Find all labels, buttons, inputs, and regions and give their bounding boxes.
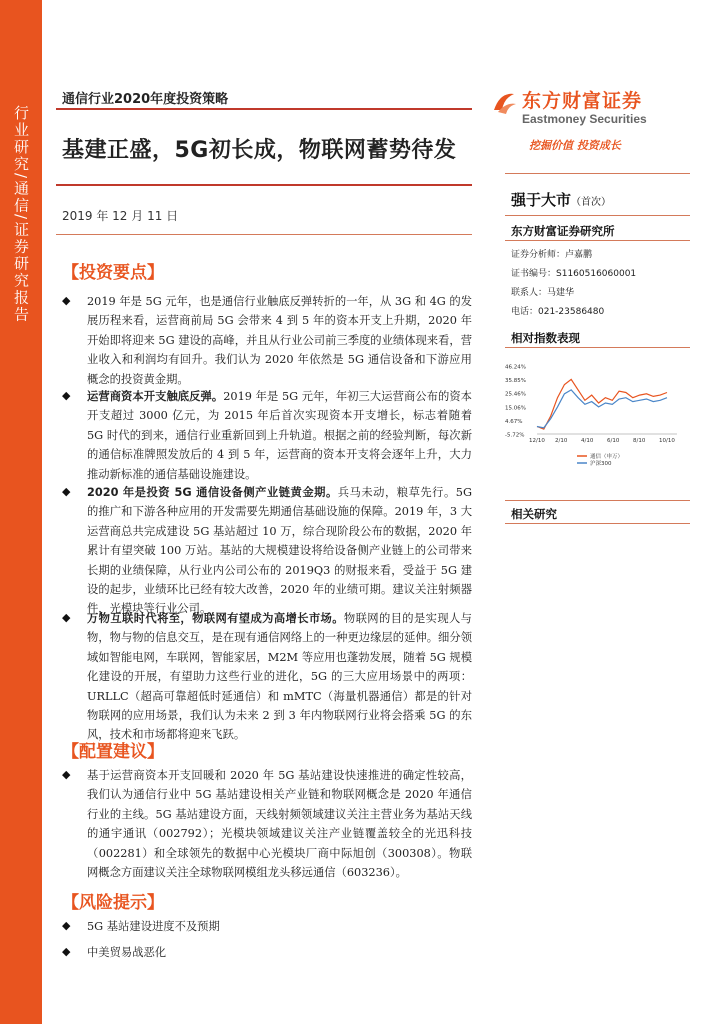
brand-name-en: Eastmoney Securities (522, 112, 647, 126)
diamond-bullet-icon: ◆ (62, 611, 71, 624)
sidebar-strip (0, 0, 42, 1024)
header-rule (56, 108, 472, 110)
institute-rule (505, 240, 690, 241)
related-top-rule (505, 500, 690, 501)
bullet-lead: 2020 年是投资 5G 通信设备侧产业链黄金期。 (87, 486, 338, 499)
diamond-bullet-icon: ◆ (62, 919, 71, 932)
relative-index-chart (505, 352, 685, 482)
brand-name-cn: 东方财富证券 (522, 90, 643, 112)
bullet-text: 2019 年是 5G 元年，也是通信行业触底反弹转折的一年，从 3G 和 4G 的发展历程来看，运营商前局 5G 会带来 4 到 5 年的资本开支上升期，2020 年开始即将迎来 5G 建设的高峰，并且从行业公司前三季度的业绩体现来看，营业收入和利润均有回升。我们认为 2020 年依然是 5G 通信设备和下游应用概念的投资黄金期。 (87, 295, 472, 386)
analyst: 证券分析师：卢嘉鹏 (511, 250, 593, 260)
y-tick-label: 46.24% (505, 364, 526, 371)
date-rule (56, 234, 472, 235)
legend-label: 沪深300 (590, 461, 612, 467)
title-rule (56, 184, 472, 186)
bullet-item (62, 943, 472, 962)
report-date: 2019 年 12 月 11 日 (62, 209, 179, 223)
report-type: 通信行业2020年度投资策略 (62, 92, 229, 107)
y-tick-label: 15.06% (505, 405, 526, 412)
diamond-bullet-icon: ◆ (62, 945, 71, 958)
diamond-bullet-icon: ◆ (62, 294, 71, 307)
diamond-bullet-icon: ◆ (62, 389, 71, 402)
page-title: 基建正盛，5G初长成，物联网蓄势待发 (62, 138, 457, 163)
y-tick-label: 25.46% (505, 391, 526, 398)
bullet-text: 5G 基站建设进度不及预期 (87, 920, 220, 933)
x-tick-label: 6/10 (607, 438, 620, 444)
bullet-text: 物联网的目的是实现人与物，物与物的信息交互，是在现有通信网络上的一种更边缘层的延伸。细分领域如智能电网，车联网，智能家居，M2M 等应用也蓬勃发展，随着 5G 规模化建设的开展，有望助力这些行业的进化，5G 的三大应用场景中的两项：URLLC（超高可靠超低时延通信）和 mMTC（海量机器通信）都是的针对物联网的应用场景，我们认为未来 2 到 3 年内物联网行业将会搭乘 5G 的东风，技术和市场都将迎来飞跃。 (87, 612, 472, 742)
x-tick-label: 12/10 (529, 438, 545, 444)
eastmoney-logo-icon (490, 88, 518, 116)
y-tick-label: 4.67% (505, 418, 523, 425)
chart-title-rule (505, 347, 690, 348)
institute-name: 东方财富证券研究所 (511, 224, 615, 238)
rating-value: 强于大市 (511, 191, 572, 209)
series-line (537, 379, 667, 429)
diamond-bullet-icon: ◆ (62, 485, 71, 498)
section-invest: 【投资要点】 (62, 263, 164, 283)
contact: 联系人：马建华 (511, 288, 575, 298)
bullet-item (62, 609, 472, 745)
x-tick-label: 10/10 (659, 438, 675, 444)
related-bottom-rule (505, 523, 690, 524)
bullet-item (62, 766, 472, 882)
diamond-bullet-icon: ◆ (62, 768, 71, 781)
related-research: 相关研究 (511, 507, 557, 521)
bullet-item (62, 292, 472, 389)
bullet-lead: 运营商资本开支触底反弹。 (87, 390, 224, 403)
bullet-item (62, 483, 472, 619)
legend-label: 通信（申万） (590, 454, 624, 460)
sidebar-category: 行业研究/通信/证券研究报告 (12, 105, 30, 324)
bullet-text: 基于运营商资本开支回暖和 2020 年 5G 基站建设快速推进的确定性较高，我们认为通信行业中 5G 基站建设相关产业链和物联网概念是 2020 年通信行业的主线。5G 基站建设方面，天线射频领域建议关注主营业务为基站天线的通宇通讯（002792）；光模块领域建议关注产业链覆盖较全的光迅科技（002281）和全球领先的数据中心光模块厂商中际旭创（300308）。物联网概念方面建议关注全球物联网模组龙头移远通信（603236）。 (87, 769, 472, 880)
bullet-text: 2019 年是 5G 元年，年初三大运营商公布的资本开支超过 3000 亿元，为 2015 年后首次实现资本开支增长，标志着随着 5G 时代的到来，通信行业重新回到上升轨道。根据之前的经验判断，每次新的通信标准牌照发放后的 4 到 5 年，运营商的资本开支将会逐年上升，大力推动新标准的通信基础设施建设。 (87, 390, 472, 481)
brand-slogan: 挖掘价值 投资成长 (529, 139, 621, 152)
bullet-item (62, 387, 472, 484)
cert-number: 证书编号：S1160516060001 (511, 269, 637, 279)
rating-note: （首次） (571, 197, 612, 208)
rating-bottom-rule (505, 215, 690, 216)
section-risk: 【风险提示】 (62, 893, 164, 913)
section-config: 【配置建议】 (62, 742, 164, 762)
y-tick-label: -5.72% (505, 432, 525, 439)
x-tick-label: 4/10 (581, 438, 594, 444)
rating (511, 189, 611, 210)
series-line (537, 390, 667, 428)
y-tick-label: 35.85% (505, 378, 526, 385)
x-tick-label: 8/10 (633, 438, 646, 444)
rating-top-rule (505, 173, 690, 174)
x-tick-label: 2/10 (555, 438, 568, 444)
bullet-lead: 万物互联时代将至，物联网有望成为高增长市场。 (87, 612, 344, 625)
bullet-item (62, 917, 472, 936)
phone: 电话：021-23586480 (511, 307, 605, 317)
bullet-text: 兵马未动，粮草先行。5G 的推广和下游各种应用的开发需要先期通信基础设施的保障。2019 年，3 大运营商总共完成建设 5G 基站超过 10 万，综合现阶段公布的数据，2020 年累计有望突破 100 万站。基站的大规模建设将给设备侧产业链上的公司带来长期的业绩保障，从行业内公司公布的 2019Q3 的财报来看，受益于 5G 建设的起步，业绩环比已经有较大改善，2020 年的业绩可期。建议关注射频器件，光模块等行业公司。 (87, 486, 472, 616)
chart-title: 相对指数表现 (511, 331, 580, 345)
bullet-text: 中美贸易战恶化 (87, 946, 167, 959)
